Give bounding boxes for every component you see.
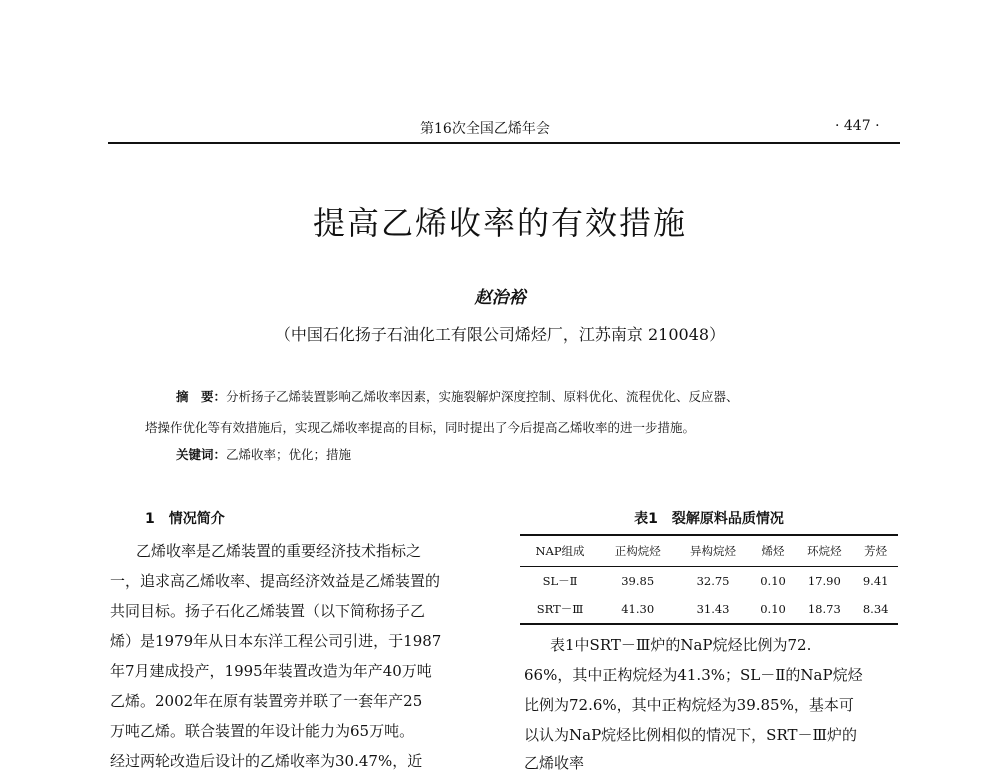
body-line: 乙烯。2002年在原有装置旁并联了一套年产25 — [110, 692, 423, 710]
table-header-cell: 芳烃 — [853, 535, 898, 567]
table-cell: 0.10 — [760, 574, 786, 588]
table-cell: 8.34 — [853, 595, 898, 624]
article-title: 提高乙烯收率的有效措施 — [312, 204, 687, 242]
header-rule — [108, 142, 900, 144]
table-cell: 31.43 — [675, 595, 750, 624]
table-cell: 41.30 — [600, 595, 675, 624]
table-row — [520, 595, 898, 624]
data-table — [520, 534, 898, 625]
table-cell: 39.85 — [621, 574, 655, 588]
table-cell: SL－Ⅱ — [542, 574, 578, 588]
table-cell: 18.73 — [795, 595, 853, 624]
table-cell: 32.75 — [696, 574, 730, 588]
table-caption: 表1 裂解原料品质情况 — [634, 511, 784, 527]
body-line: 经过两轮改造后设计的乙烯收率为30.47%，近 — [110, 752, 423, 770]
body-line: 以认为NaP烷烃比例相似的情况下，SRT－Ⅲ炉的 — [524, 726, 857, 744]
table-header-cell: 环烷烃 — [795, 535, 853, 567]
table-header-row — [520, 535, 898, 567]
keywords-text: 乙烯收率；优化；措施 — [226, 447, 352, 462]
body-line: 烯）是1979年从日本东洋工程公司引进，于1987 — [110, 632, 442, 650]
abstract-line-2: 塔操作优化等有效措施后，实现乙烯收率提高的目标，同时提出了今后提高乙烯收率的进一步措施。 — [145, 420, 696, 435]
abstract-text-1: 分析扬子乙烯装置影响乙烯收率因素，实施裂解炉深度控制、原料优化、流程优化、反应器、 — [226, 389, 739, 404]
body-line: 乙烯收率是乙烯装置的重要经济技术指标之 — [136, 542, 422, 560]
keywords-label: 关键词： — [176, 447, 227, 462]
body-line: 乙烯收率 — [524, 754, 795, 772]
author-name: 赵治裕 — [474, 288, 526, 308]
body-line: 比例为72.6%，其中正构烷烃为39.85%，基本可 — [524, 696, 854, 714]
running-header-title: 第16次全国乙烯年会 — [420, 121, 550, 137]
body-line: 一，追求高乙烯收率、提高经济效益是乙烯装置的 — [110, 572, 441, 590]
keywords-line — [176, 445, 351, 463]
section-heading: 1 情况简介 — [145, 511, 225, 527]
body-line: 66%，其中正构烷烃为41.3%；SL－Ⅱ的NaP烷烃 — [524, 666, 863, 684]
page-number: · 447 · — [835, 118, 880, 134]
table-header-cell: NAP组成 — [520, 535, 600, 567]
table-row — [520, 567, 898, 596]
table-header-cell: 烯烃 — [751, 535, 796, 567]
body-line: 表1中SRT－Ⅲ炉的NaP烷烃比例为72. — [550, 636, 812, 654]
body-line: 年7月建成投产，1995年装置改造为年产40万吨 — [110, 662, 432, 680]
author-affiliation: （中国石化扬子石油化工有限公司烯烃厂，江苏南京 210048） — [274, 325, 726, 344]
body-line: 万吨乙烯。联合装置的年设计能力为65万吨。 — [110, 722, 415, 740]
table-header-cell: 正构烷烃 — [600, 535, 675, 567]
abstract-label: 摘 要： — [176, 389, 227, 404]
table-cell: 17.90 — [807, 574, 841, 588]
table-cell: SRT－Ⅲ — [520, 595, 600, 624]
table-header-cell: 异构烷烃 — [675, 535, 750, 567]
table-cell: 0.10 — [751, 595, 796, 624]
abstract-line-1 — [176, 387, 739, 405]
body-line: 共同目标。扬子石化乙烯装置（以下简称扬子乙 — [110, 602, 426, 620]
table-cell: 9.41 — [862, 574, 889, 588]
